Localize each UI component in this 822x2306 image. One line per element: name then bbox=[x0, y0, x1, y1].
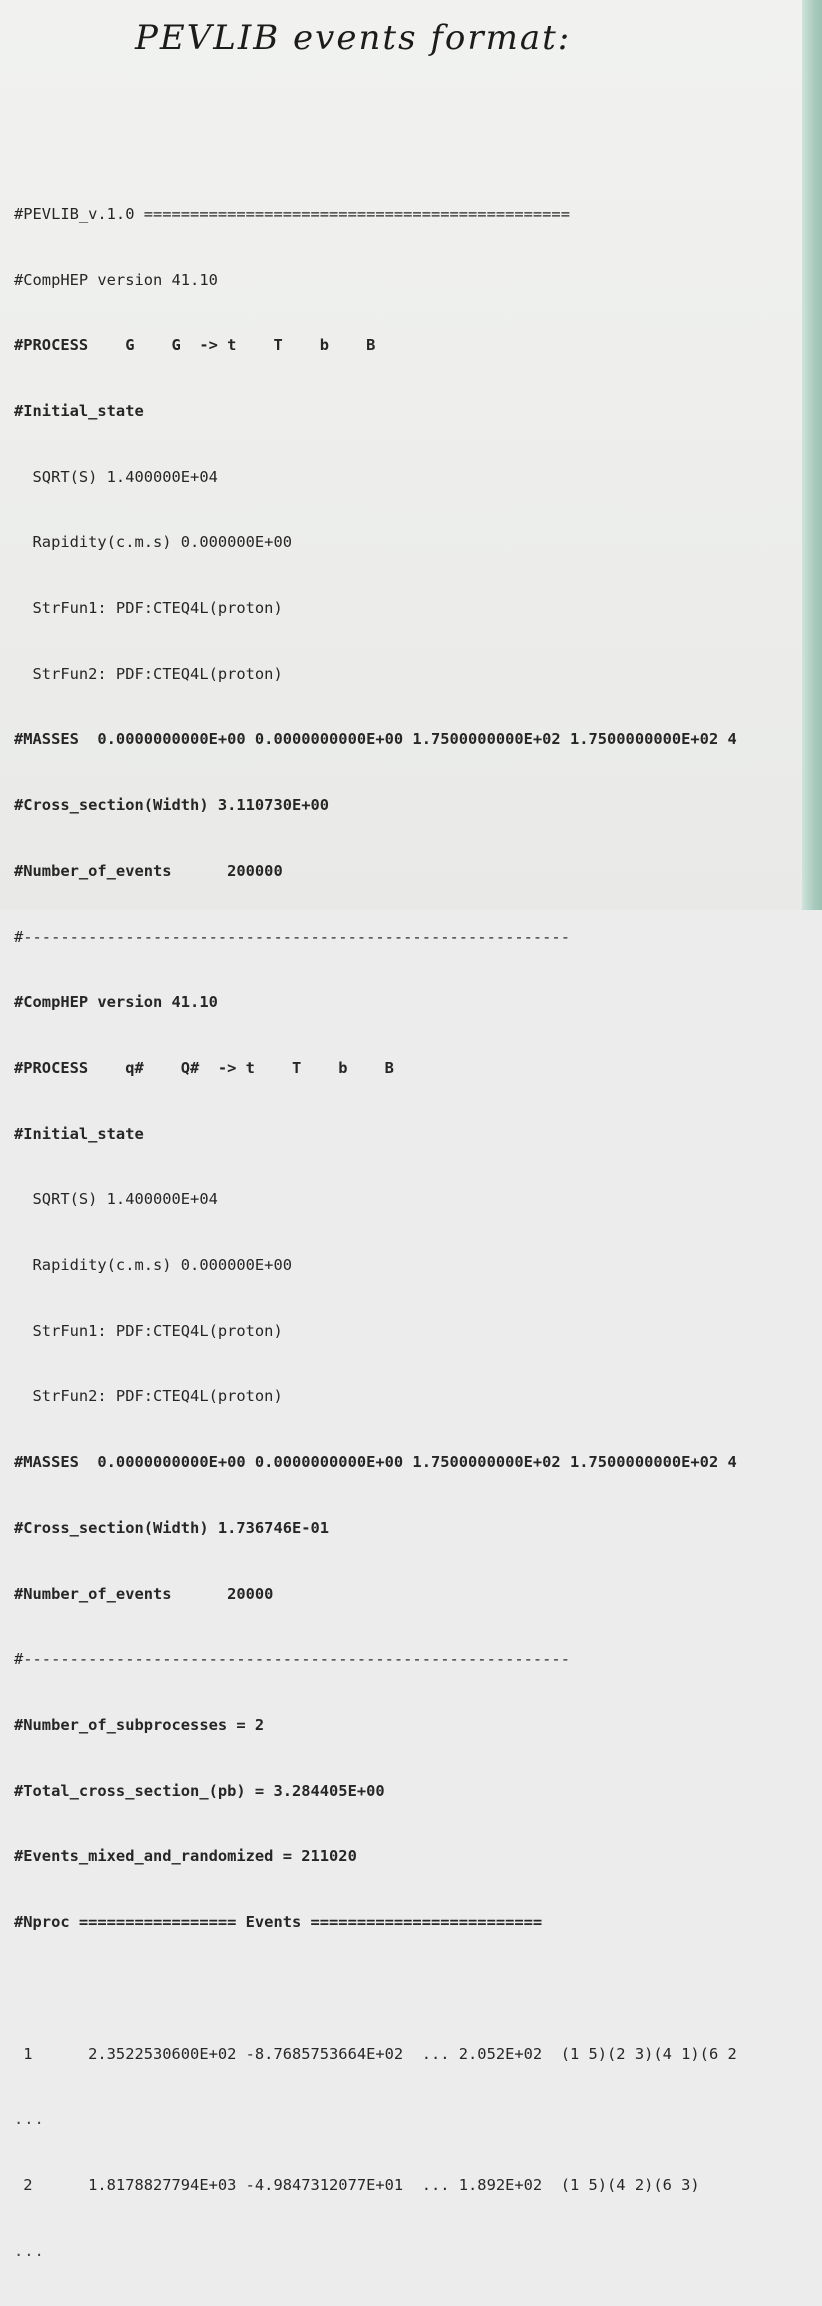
header-line: #MASSES 0.0000000000E+00 0.0000000000E+00 1.7500000000E+02 1.7500000000E+02 4 bbox=[14, 1453, 737, 1472]
header-line: #PEVLIB_v.1.0 ============================================== bbox=[14, 204, 570, 223]
header-line: #Cross_section(Width) 3.110730E+00 bbox=[14, 796, 330, 815]
header-line: #CompHEP version 41.10 bbox=[14, 270, 218, 289]
header-line: SQRT(S) 1.400000E+04 bbox=[14, 1190, 218, 1209]
event-line: 1 2.3522530600E+02 -8.7685753664E+02 ... 2.052E+02 (1 5)(2 3)(4 1)(6 2 bbox=[14, 2044, 737, 2063]
header-line: StrFun1: PDF:CTEQ4L(proton) bbox=[14, 1321, 283, 1340]
header-line: StrFun1: PDF:CTEQ4L(proton) bbox=[14, 599, 283, 618]
separator-line: #----------------------------------------------------------- bbox=[14, 1650, 570, 1669]
header-line: #Cross_section(Width) 1.736746E-01 bbox=[14, 1518, 330, 1537]
blank-line bbox=[14, 1978, 814, 2000]
header-line: #Number_of_events 200000 bbox=[14, 861, 283, 880]
header-line: #Events_mixed_and_randomized = 211020 bbox=[14, 1847, 357, 1866]
header-line: #Initial_state bbox=[14, 401, 144, 420]
header-line: Rapidity(c.m.s) 0.000000E+00 bbox=[14, 1256, 292, 1275]
ellipsis-line: ... bbox=[14, 2110, 45, 2129]
header-line: #CompHEP version 41.10 bbox=[14, 993, 218, 1012]
event-line: 2 1.8178827794E+03 -4.9847312077E+01 ... 1.892E+02 (1 5)(4 2)(6 3) bbox=[14, 2176, 700, 2195]
header-line: Rapidity(c.m.s) 0.000000E+00 bbox=[14, 533, 292, 552]
separator-line: #----------------------------------------------------------- bbox=[14, 927, 570, 946]
ellipsis-line: ... bbox=[14, 2241, 45, 2260]
header-line: #Initial_state bbox=[14, 1124, 144, 1143]
header-line: #MASSES 0.0000000000E+00 0.0000000000E+00 1.7500000000E+02 1.7500000000E+02 4 bbox=[14, 730, 737, 749]
header-line: #PROCESS q# Q# -> t T b B bbox=[14, 1058, 394, 1077]
header-line: #Total_cross_section_(pb) = 3.284405E+00 bbox=[14, 1781, 385, 1800]
header-line: #Number_of_events 20000 bbox=[14, 1584, 274, 1603]
header-line: #Nproc ================= Events ========================= bbox=[14, 1913, 543, 1932]
format-listing bbox=[14, 160, 814, 2306]
header-line: #Number_of_subprocesses = 2 bbox=[14, 1715, 265, 1734]
header-line: StrFun2: PDF:CTEQ4L(proton) bbox=[14, 1387, 283, 1406]
header-line: SQRT(S) 1.400000E+04 bbox=[14, 467, 218, 486]
handwritten-title: PEVLIB events format: bbox=[135, 18, 572, 58]
header-line: StrFun2: PDF:CTEQ4L(proton) bbox=[14, 664, 283, 683]
header-line: #PROCESS G G -> t T b B bbox=[14, 336, 376, 355]
